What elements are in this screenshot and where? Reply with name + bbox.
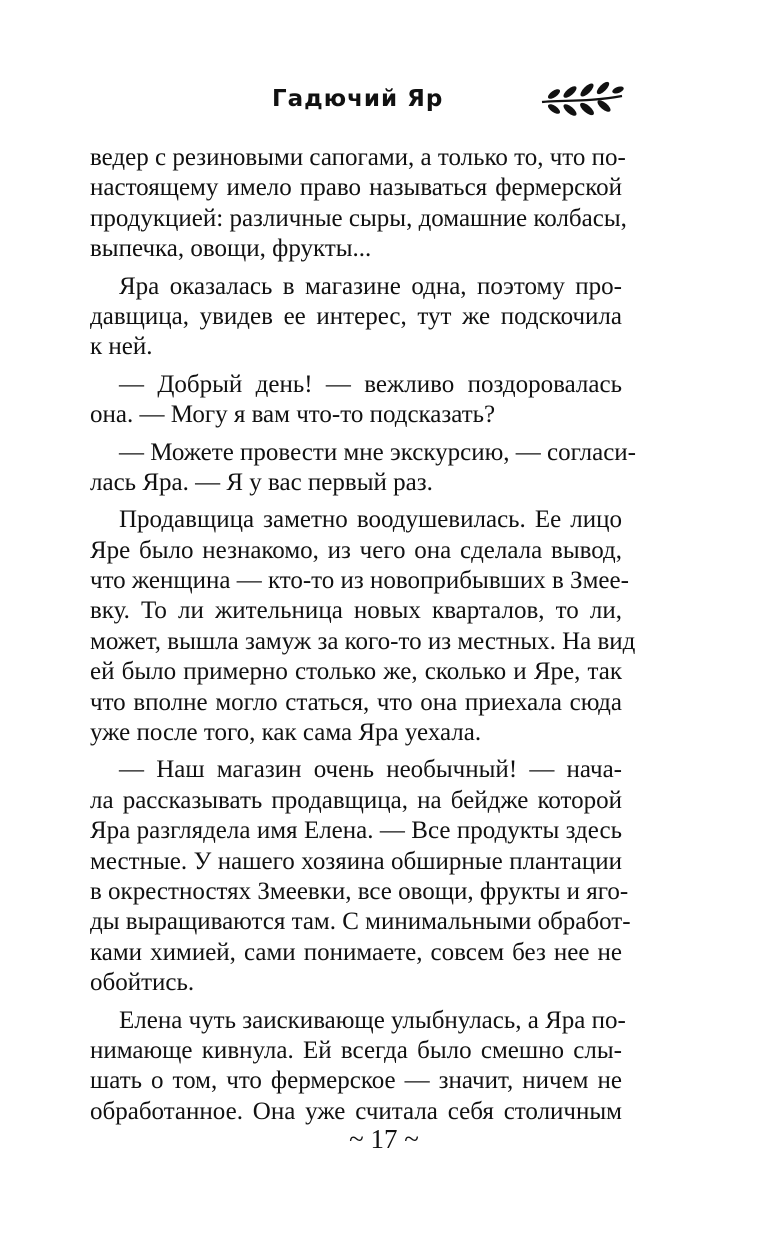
text-line: что женщина — кто-то из новоприбывших в Змее- — [90, 567, 629, 595]
text-line: — Добрый день! — вежливо поздоровалась — [119, 370, 622, 398]
text-line: шать о том, что фермерское — значит, ничем не — [90, 1067, 622, 1095]
paragraph-gap — [90, 265, 622, 272]
leaf-branch-icon — [540, 80, 624, 120]
paragraph — [90, 143, 627, 265]
text-line: лась Яра. — Я у вас первый раз. — [90, 468, 433, 496]
text-line: обойтись. — [90, 969, 195, 997]
body-text — [90, 143, 636, 1127]
text-line: в окрестностях Змеевки, все овощи, фрукты и яго- — [90, 877, 629, 905]
paragraph — [90, 1006, 626, 1128]
text-line: давщица, увидев ее интерес, тут же подскочила — [90, 302, 622, 330]
paragraph-gap — [90, 431, 622, 438]
text-line: — Можете провести мне экскурсию, — согласи- — [119, 438, 636, 466]
running-title: Гадючий Яр — [272, 86, 444, 112]
text-line: ведер с резиновыми сапогами, а только то, что по- — [90, 144, 626, 171]
text-line: Яре было незнакомо, из чего она сделала вывод, — [90, 536, 622, 564]
paragraph — [90, 755, 631, 998]
text-line: ками химией, сами понимаете, совсем без нее не — [90, 938, 622, 966]
text-line: выпечка, овощи, фрукты... — [90, 235, 372, 263]
text-line: нимающе кивнула. Ей всегда было смешно слы- — [90, 1036, 622, 1064]
paragraph-gap — [90, 748, 622, 755]
text-line: она. — Могу я вам что-то подсказать? — [90, 401, 496, 429]
text-line: уже после того, как сама Яра уехала. — [90, 719, 482, 747]
text-line: что вполне могло статься, что она приехала сюда — [90, 688, 622, 716]
page-number: ~ 17 ~ — [349, 1124, 419, 1154]
paragraph-gap — [90, 363, 622, 370]
page-header — [0, 80, 768, 124]
text-line: — Наш магазин очень необычный! — нача- — [119, 756, 622, 784]
text-line: Яра разглядела имя Елена. — Все продукты здесь — [90, 817, 622, 845]
paragraph-gap — [90, 999, 622, 1006]
text-line: ла рассказывать продавщица, на бейдже которой — [90, 786, 622, 814]
text-line: вку. То ли жительница новых кварталов, то ли, — [90, 597, 622, 625]
paragraph — [90, 370, 622, 431]
text-line: к ней. — [90, 333, 153, 361]
paragraph — [90, 438, 636, 499]
text-line: ей было примерно столько же, сколько и Яре, так — [90, 658, 622, 686]
text-line: Продавщица заметно воодушевилась. Ее лицо — [119, 506, 622, 534]
text-line: Елена чуть заискивающе улыбнулась, а Яра по- — [119, 1006, 626, 1034]
paragraph — [90, 505, 636, 748]
text-line: ды выращиваются там. С минимальными обработ- — [90, 908, 631, 936]
text-line: настоящему имело право называться фермерской — [90, 174, 622, 202]
text-line: местные. У нашего хозяина обширные плантации — [90, 847, 622, 875]
text-line: продукцией: различные сыры, домашние колбасы, — [90, 204, 627, 232]
text-line: может, вышла замуж за кого-то из местных. На вид — [90, 627, 636, 655]
paragraph-gap — [90, 498, 622, 505]
text-line: обработанное. Она уже считала себя столичным — [90, 1097, 622, 1125]
paragraph — [90, 272, 622, 363]
text-line: Яра оказалась в магазине одна, поэтому про- — [119, 272, 622, 300]
